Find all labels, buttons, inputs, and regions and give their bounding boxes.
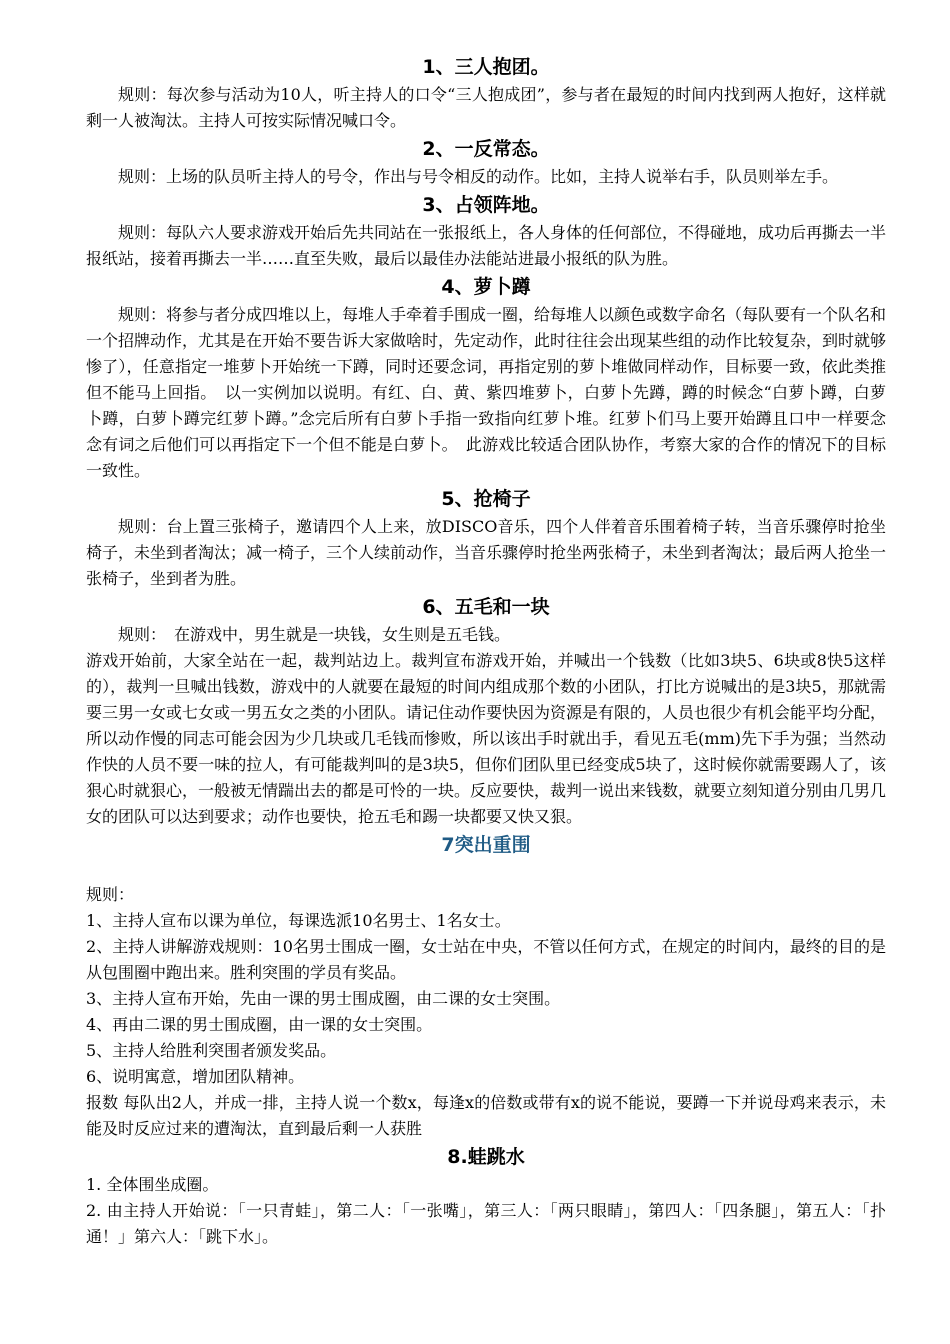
section-paragraph: 1、主持人宣布以课为单位，每课选派10名男士、1名女士。 (86, 911, 511, 930)
section-paragraph: 报数 每队出2人，并成一排，主持人说一个数x，每逢x的倍数或带有x的说不能说，要蹲一下并说母鸡来表示，未能及时反应过来的遭淘汰，直到最后剩一人获胜 (86, 1093, 886, 1138)
section-paragraph: 1. 全体围坐成圈。 (86, 1175, 219, 1194)
section-paragraph: 规则： (86, 885, 135, 904)
section-paragraph: 规则：台上置三张椅子，邀请四个人上来，放DISCO音乐，四个人伴着音乐围着椅子转，当音乐骤停时抢坐椅子，未坐到者淘汰；减一椅子，三个人续前动作，当音乐骤停时抢坐两张椅子，未坐到者淘汰；最后两人抢坐一张椅子，坐到者为胜。 (86, 517, 887, 588)
section-title: 4、萝卜蹲 (441, 276, 531, 298)
section-paragraph: 4、再由二课的男士围成圈，由一课的女士突围。 (86, 1015, 433, 1034)
section-paragraph: 规则：上场的队员听主持人的号令，作出与号令相反的动作。比如，主持人说举右手，队员则举左手。 (118, 167, 839, 186)
section-2 (86, 134, 886, 190)
section-3 (86, 190, 886, 272)
section-paragraph: 2. 由主持人开始说：「一只青蛙」，第二人：「一张嘴」，第三人：「两只眼睛」，第四人：「四条腿」，第五人：「扑通！」第六人：「跳下水」。 (86, 1201, 886, 1246)
section-title: 5、抢椅子 (441, 488, 531, 510)
section-paragraph: 规则：每队六人要求游戏开始后先共同站在一张报纸上，各人身体的任何部位，不得碰地，成功后再撕去一半报纸站，接着再撕去一半……直至失败，最后以最佳办法能站进最小报纸的队为胜。 (86, 223, 887, 268)
section-paragraph: 5、主持人给胜利突围者颁发奖品。 (86, 1041, 337, 1060)
section-6 (86, 592, 886, 830)
section-title: 1、三人抱团。 (422, 56, 550, 78)
section-paragraph: 6、说明寓意，增加团队精神。 (86, 1067, 305, 1086)
section-title: 2、一反常态。 (422, 138, 550, 160)
section-paragraph: 2、主持人讲解游戏规则：10名男士围成一圈，女士站在中央，不管以任何方式，在规定的时间内，最终的目的是从包围圈中跑出来。胜利突围的学员有奖品。 (86, 937, 886, 982)
section-paragraph: 规则：将参与者分成四堆以上，每堆人手牵着手围成一圈，给每堆人以颜色或数字命名（每队要有一个队名和一个招牌动作，尤其是在开始不要告诉大家做啥时，先定动作，此时往往会出现某些组的动作比较复杂，到时就够惨了），任意指定一堆萝卜开始统一下蹲，同时还要念词，再指定别的萝卜堆做同样动作，目标要一致，依此类推但不能马上回指。 以一实例加以说明。有红、白、黄、紫四堆萝卜，白萝卜先蹲，蹲的时候念“白萝卜蹲，白萝卜蹲，白萝卜蹲完红萝卜蹲。”念完后所有白萝卜手指一致指向红萝卜堆。红萝卜们马上要开始蹲且口中一样要念念有词之后他们可以再指定下一个但不能是白萝卜。 此游戏比较适合团队协作，考察大家的合作的情况下的目标一致性。 (86, 305, 887, 480)
section-paragraph: 规则： 在游戏中，男生就是一块钱，女生则是五毛钱。 (118, 625, 511, 644)
section-paragraph: 规则：每次参与活动为10人，听主持人的口令“三人抱成团”，参与者在最短的时间内找到两人抱好，这样就剩一人被淘汰。主持人可按实际情况喊口令。 (86, 85, 886, 130)
section-8 (86, 1142, 886, 1250)
section-paragraph: 游戏开始前，大家全站在一起，裁判站边上。裁判宣布游戏开始，并喊出一个钱数（比如3块5、6块或8快5这样的），裁判一旦喊出钱数，游戏中的人就要在最短的时间内组成那个数的小团队，打比方说喊出的是3块5，那就需要三男一女或七女或一男五女之类的小团队。请记住动作要快因为资源是有限的，人员也很少有机会能平均分配，所以动作慢的同志可能会因为少几块或几毛钱而惨败，所以该出手时就出手，看见五毛(mm)先下手为强；当然动作快的人员不要一味的拉人，有可能裁判叫的是3块5，但你们团队里已经变成5块了，这时候你就需要踢人了，该狠心时就狠心，一般被无情踹出去的都是可怜的一块。反应要快，裁判一说出来钱数，就要立刻知道分别由几男几女的团队可以达到要求；动作也要快，抢五毛和踢一块都要又快又狠。 (86, 651, 887, 826)
section-title: 8.蛙跳水 (447, 1146, 525, 1168)
section-paragraph: 3、主持人宣布开始，先由一课的男士围成圈，由二课的女士突围。 (86, 989, 561, 1008)
section-7 (86, 830, 886, 1142)
document-page (86, 52, 886, 1250)
section-5 (86, 484, 886, 592)
section-title: 3、占领阵地。 (422, 194, 550, 216)
section-1 (86, 52, 886, 134)
section-4 (86, 272, 886, 484)
section-title: 7突出重围 (441, 834, 531, 856)
section-title: 6、五毛和一块 (422, 596, 550, 618)
